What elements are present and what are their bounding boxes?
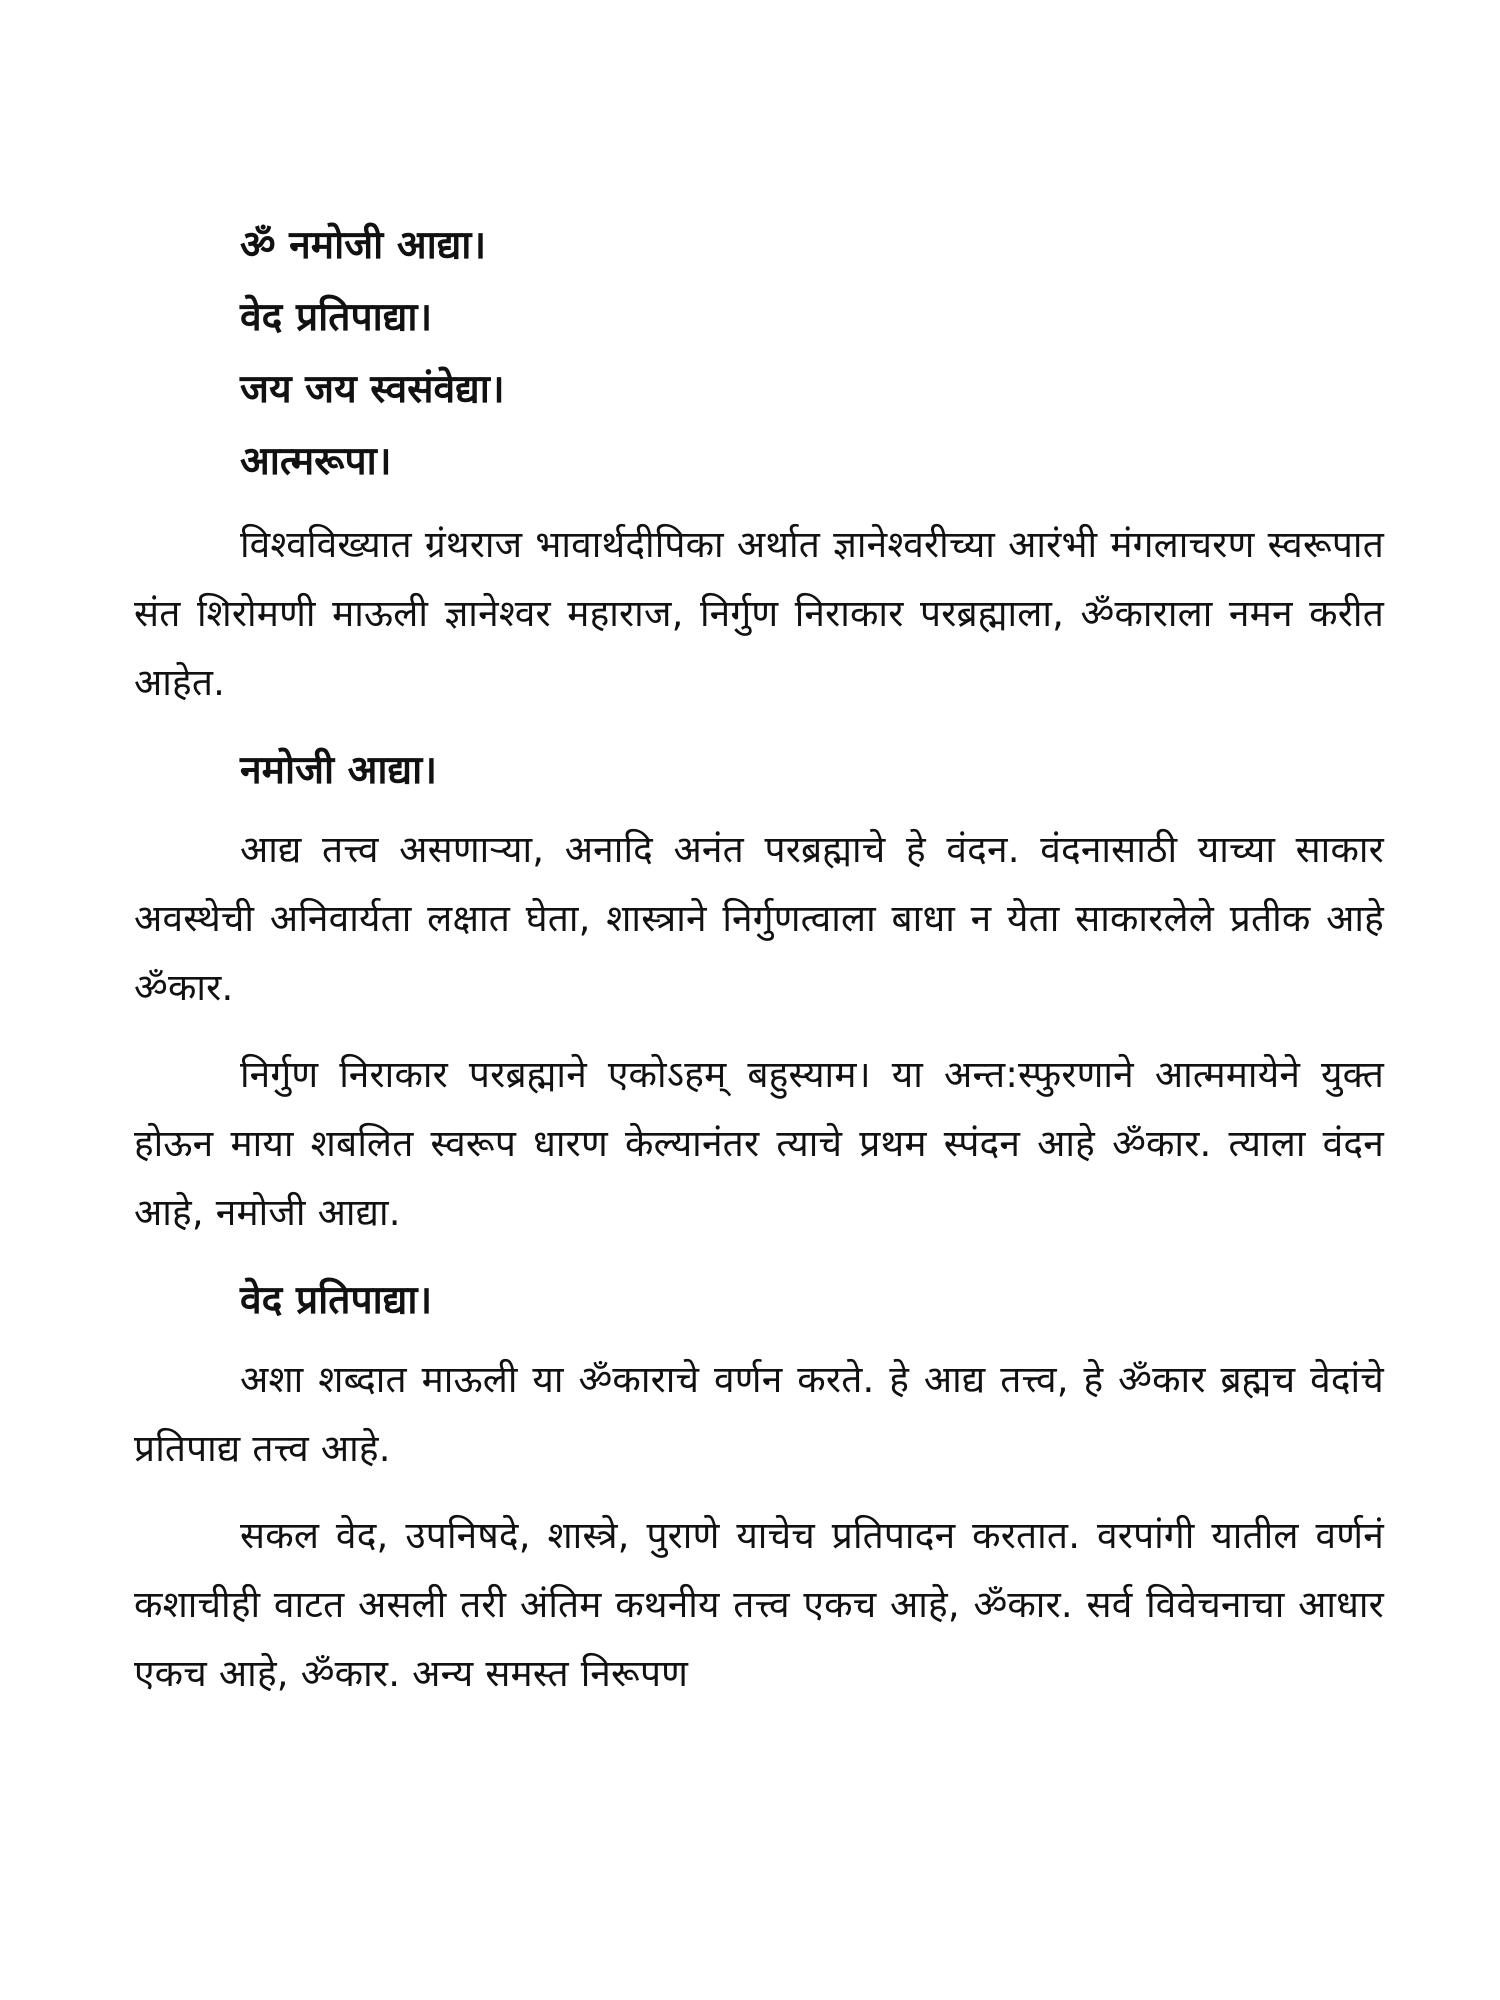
- namoji-paragraph-2: निर्गुण निराकार परब्रह्माने एकोऽहम् बहुस्याम। या अन्त:स्फुरणाने आत्ममायेने युक्त होऊन माया शबलित स्वरूप धारण केल्यानंतर त्याचे प्रथम स्पंदन आहे ॐकार. त्याला वंदन आहे, नमोजी आद्या.: [134, 1053, 1384, 1234]
- namoji-paragraph-1: आद्य तत्त्व असणाऱ्या, अनादि अनंत परब्रह्माचे हे वंदन. वंदनासाठी याच्या साकार अवस्थेची अनिवार्यता लक्षात घेता, शास्त्राने निर्गुणत्वाला बाधा न येता साकारलेले प्रतीक आहे ॐकार.: [134, 828, 1384, 1009]
- opening-verse: [240, 210, 1384, 498]
- verse-line: जय जय स्वसंवेद्या।: [240, 367, 505, 412]
- verse-line: ॐ नमोजी आद्या।: [240, 223, 487, 268]
- ved-paragraph-2: सकल वेद, उपनिषदे, शास्त्रे, पुराणे याचेच प्रतिपादन करतात. वरपांगी यातील वर्णनं कशाचीही वाटत असली तरी अंतिम कथनीय तत्त्व एकच आहे, ॐकार. सर्व विवेचनाचा आधार एकच आहे, ॐकार. अन्य समस्त निरूपण: [134, 1514, 1384, 1695]
- verse-line: वेद प्रतिपाद्या।: [240, 295, 433, 340]
- section-heading-namoji: नमोजी आद्या।: [240, 748, 437, 793]
- intro-paragraph: विश्वविख्यात ग्रंथराज भावार्थदीपिका अर्थात ज्ञानेश्वरीच्या आरंभी मंगलाचरण स्वरूपात संत शिरोमणी माऊली ज्ञानेश्वर महाराज, निर्गुण निराकार परब्रह्माला, ॐकाराला नमन करीत आहेत.: [134, 523, 1384, 704]
- ved-paragraph-1: अशा शब्दात माऊली या ॐकाराचे वर्णन करते. हे आद्य तत्त्व, हे ॐकार ब्रह्मच वेदांचे प्रतिपाद्य तत्त्व आहे.: [134, 1358, 1384, 1470]
- verse-line: आत्मरूपा।: [240, 439, 392, 484]
- section-heading-ved: वेद प्रतिपाद्या।: [240, 1278, 433, 1323]
